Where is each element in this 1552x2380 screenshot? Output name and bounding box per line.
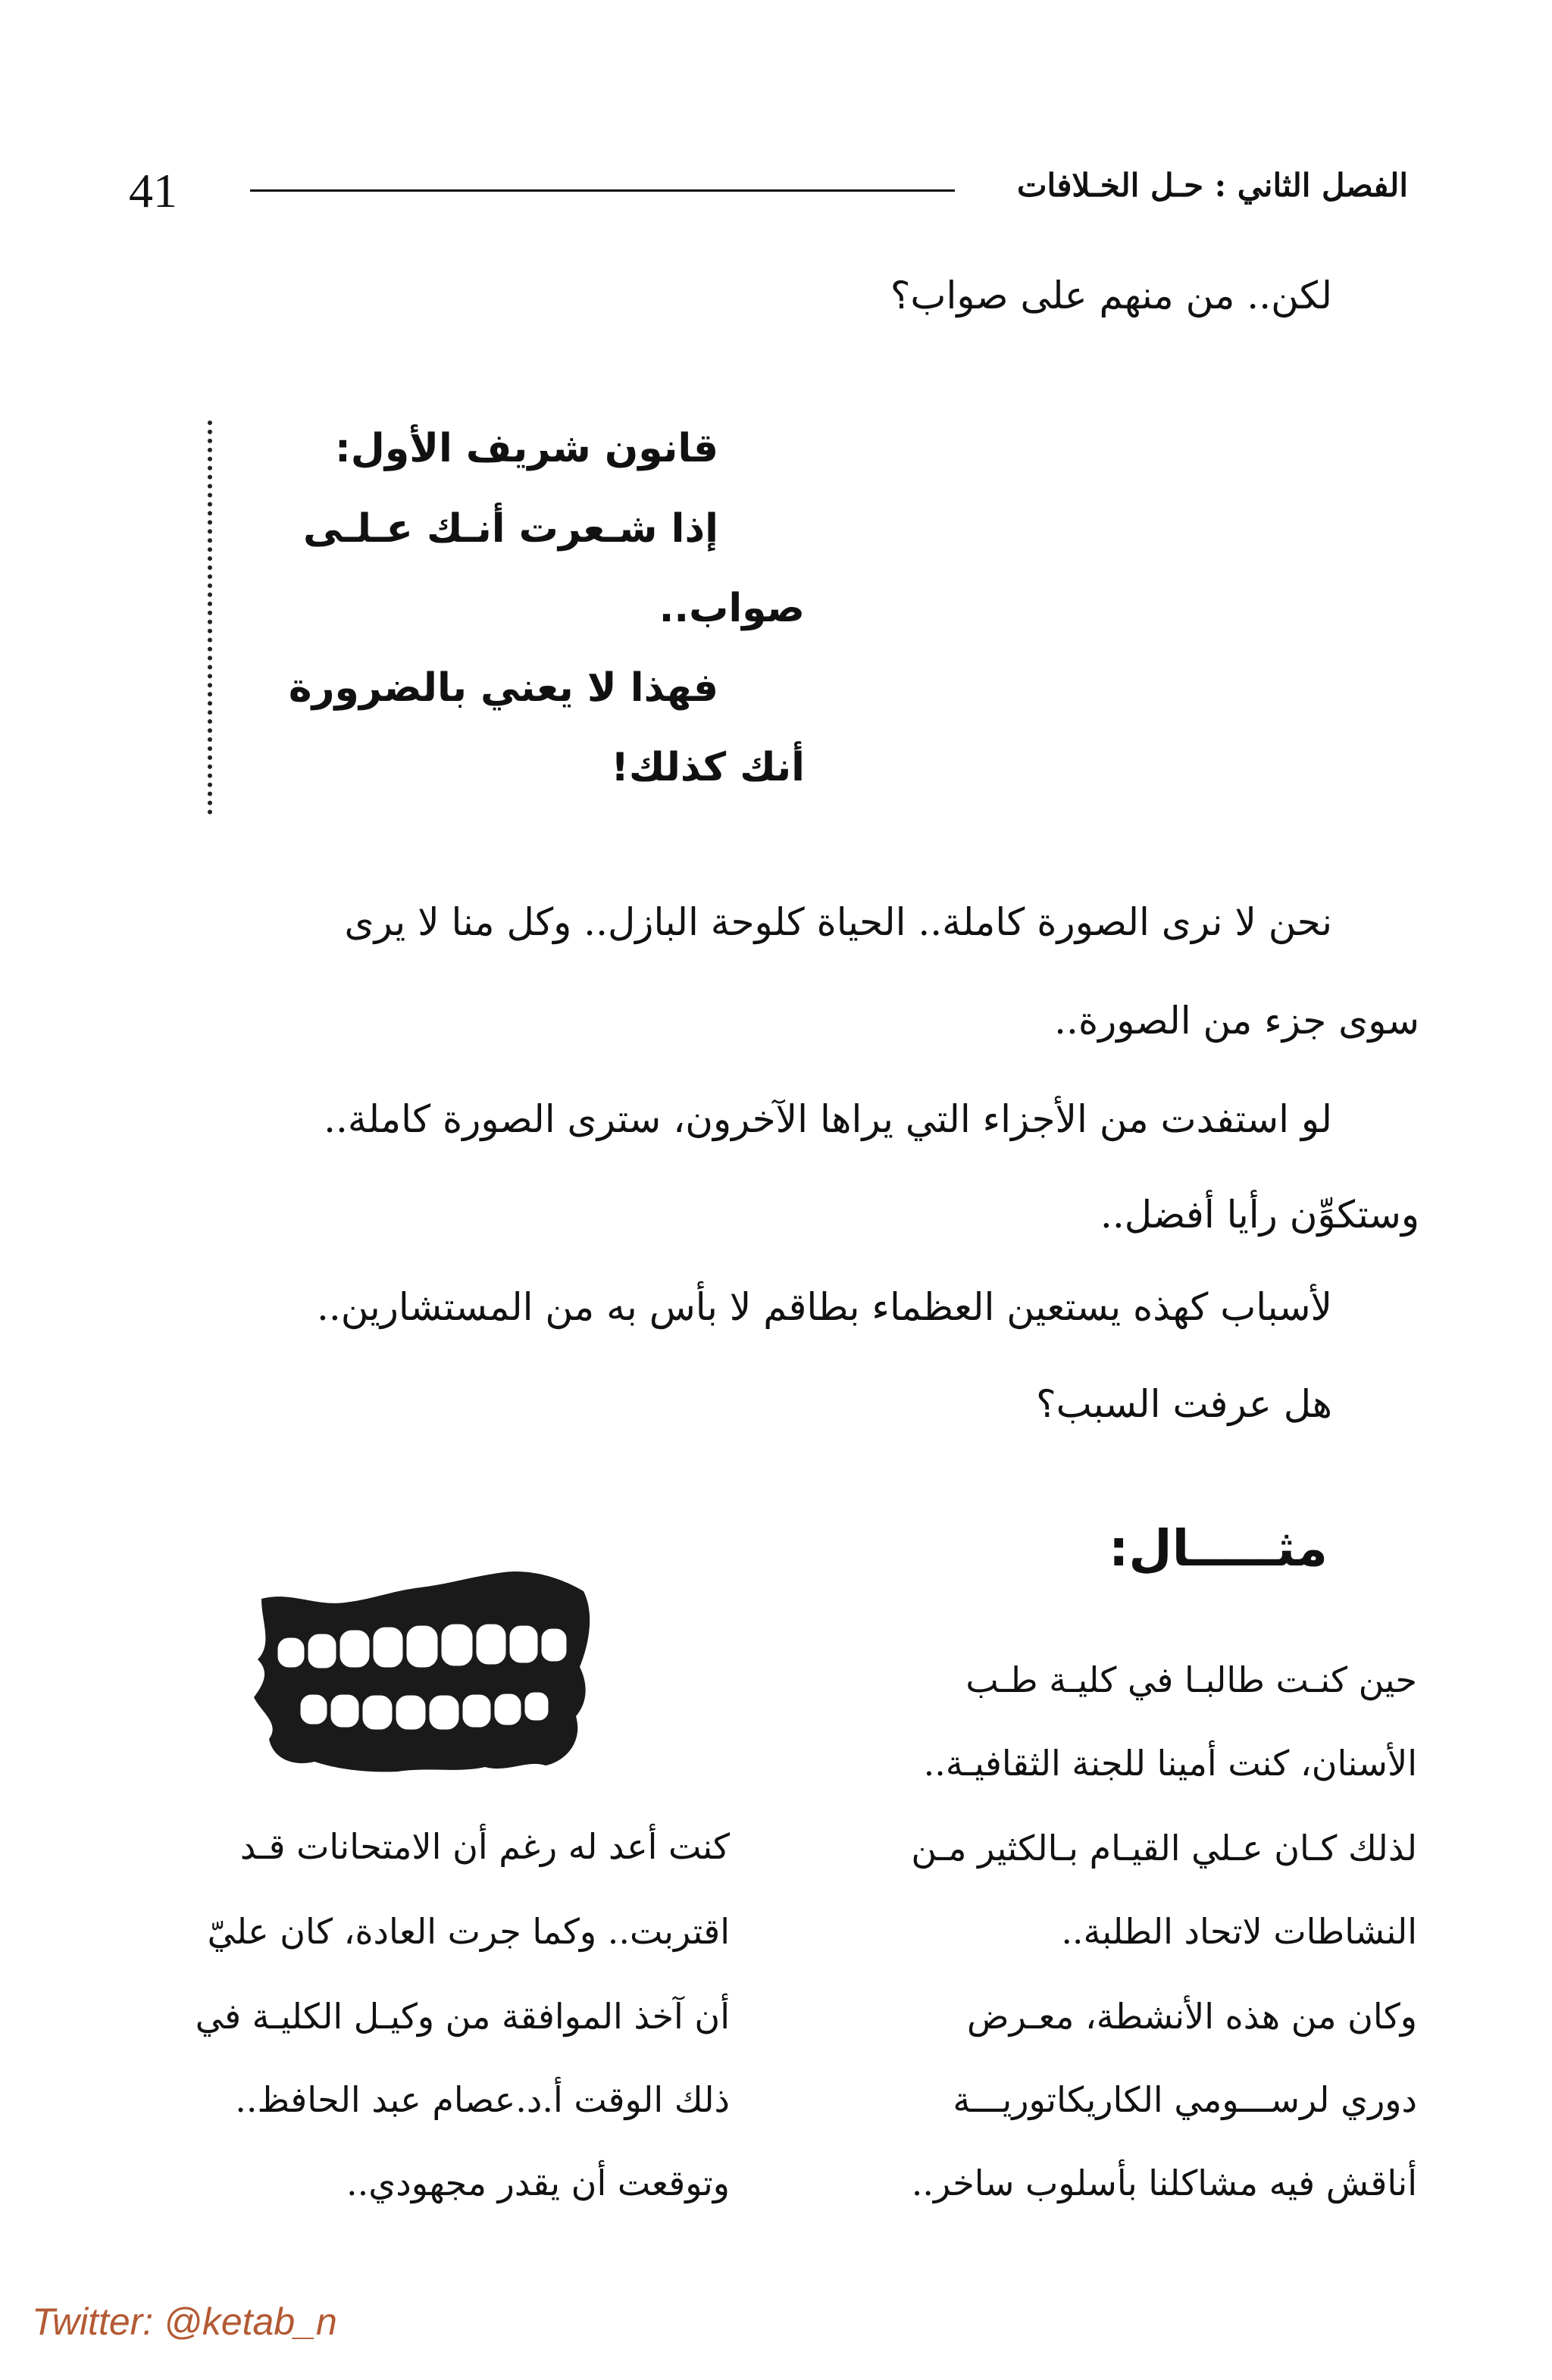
body-line: لو استفدت من الأجزاء التي يراها الآخرون، سترى الصورة كاملة.. [324, 1097, 1332, 1141]
example-right-line: النشاطات لاتحاد الطلبة.. [1061, 1911, 1417, 1952]
example-left-line: وتوقعت أن يقدر مجهودي.. [346, 2163, 730, 2203]
law-line: إذا شـعرت أنـك عـلـى [303, 506, 718, 552]
example-left-line: ذلك الوقت أ.د.عصام عبد الحافظ.. [235, 2079, 730, 2120]
example-left-line: اقتربت.. وكما جرت العادة، كان عليّ [207, 1911, 730, 1952]
body-line: هل عرفت السبب؟ [1036, 1382, 1332, 1426]
body-line: نحن لا نرى الصورة كاملة.. الحياة كلوحة البازل.. وكل منا لا يرى [344, 900, 1332, 944]
law-line: أنك كذلك! [611, 745, 805, 790]
example-right-line: أناقش فيه مشاكلنا بأسلوب ساخر.. [911, 2163, 1417, 2203]
running-title: الفصل الثاني : حـل الخـلافات [1017, 167, 1408, 204]
teeth-caricature-icon [246, 1568, 602, 1796]
page-number: 41 [129, 164, 177, 217]
example-right-line: لذلك كـان عـلي القيـام بـالكثير مـن [911, 1828, 1417, 1869]
header-rule [250, 189, 955, 192]
example-left-line: كنت أعد له رغم أن الامتحانات قـد [239, 1826, 730, 1867]
watermark: Twitter: @ketab_n [32, 2300, 337, 2343]
example-right-line: حين كنـت طالبـا في كليـة طـب [965, 1659, 1417, 1700]
example-right-line: الأسنان، كنت أمينا للجنة الثقافيـة.. [923, 1743, 1417, 1784]
body-line: لأسباب كهذه يستعين العظماء بطاقم لا بأس به من المستشارين.. [316, 1285, 1332, 1329]
law-box-border [208, 421, 212, 815]
example-right-line: وكان من هذه الأنشطة، معـرض [967, 1996, 1417, 2037]
example-right-line: دوري لرســـومي الكاريكاتوريـــة [953, 2079, 1417, 2120]
example-heading: مثـــــال: [1108, 1519, 1328, 1578]
example-left-line: أن آخذ الموافقة من وكيـل الكليـة في [195, 1996, 730, 2037]
law-line: فهذا لا يعني بالضرورة [288, 665, 718, 711]
law-line: صواب.. [659, 586, 805, 631]
intro-question: لكن.. من منهم على صواب؟ [890, 274, 1332, 317]
law-title: قانون شريف الأول: [334, 426, 718, 471]
body-line: وستكوِّن رأيا أفضل.. [1100, 1193, 1419, 1237]
body-line: سوى جزء من الصورة.. [1054, 999, 1419, 1043]
